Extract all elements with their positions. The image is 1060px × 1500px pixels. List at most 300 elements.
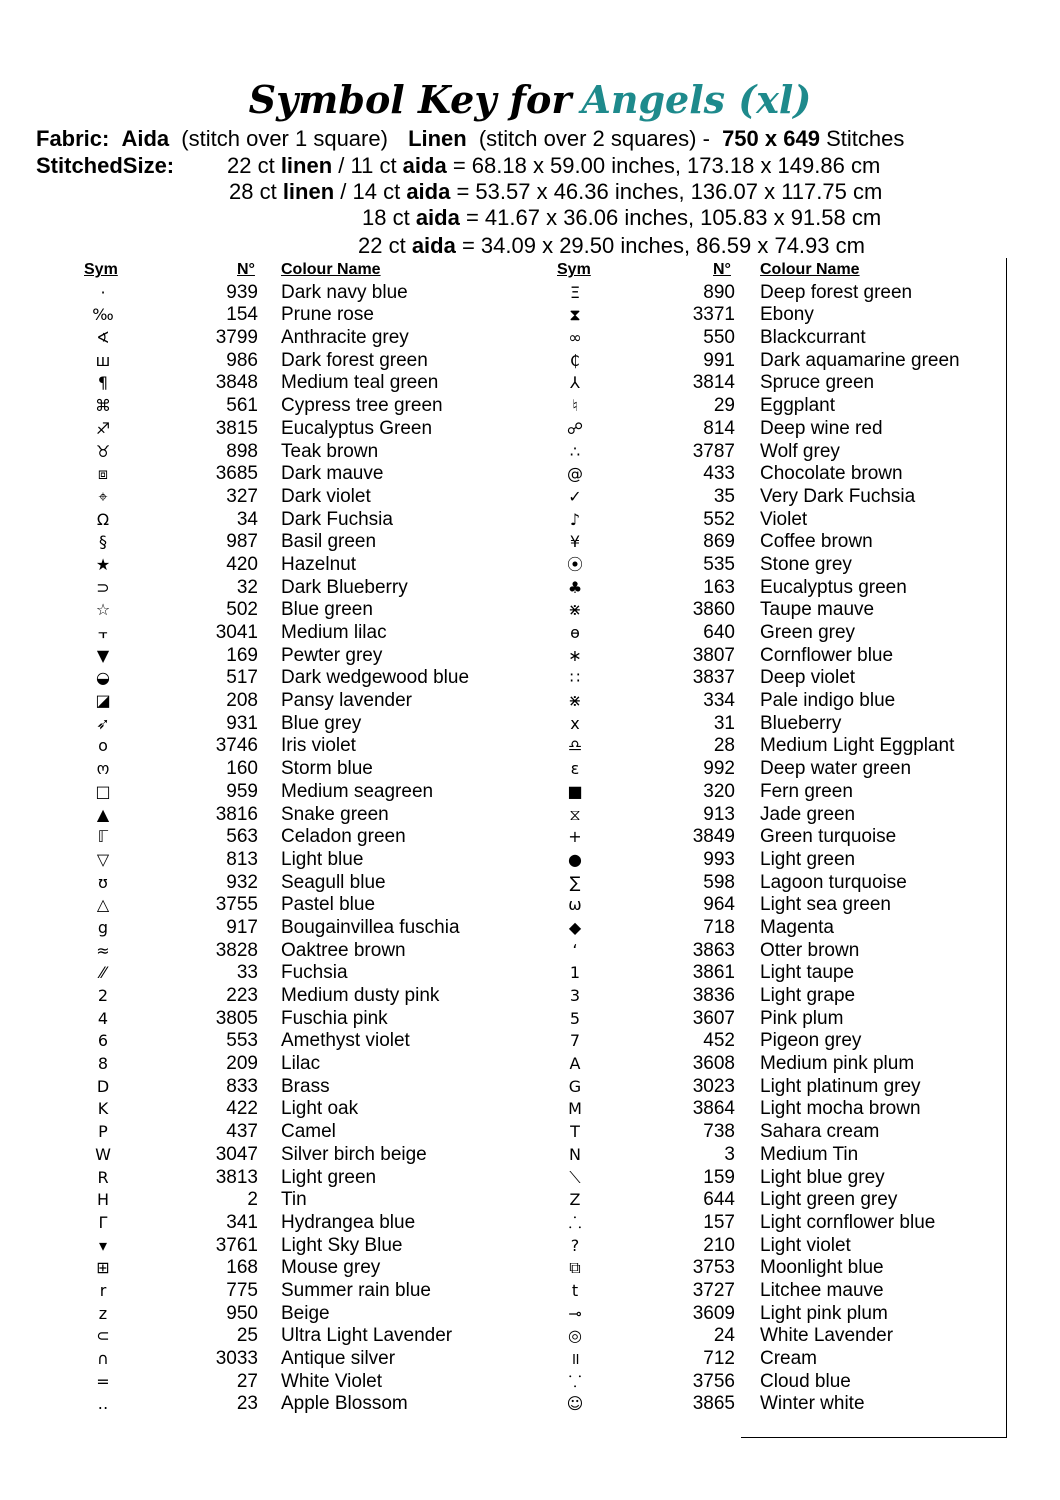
colour-number: 718 bbox=[703, 916, 735, 938]
table-row bbox=[555, 486, 995, 509]
table-row bbox=[80, 940, 500, 963]
colour-name: Light violet bbox=[760, 1234, 851, 1256]
colour-name: Dark Blueberry bbox=[281, 576, 408, 598]
colour-name: Summer rain blue bbox=[281, 1279, 431, 1301]
colour-name: Wolf grey bbox=[760, 440, 840, 462]
colour-number: 3799 bbox=[215, 327, 258, 349]
symbol-glyph: ♣ bbox=[567, 577, 583, 597]
symbol-glyph: K bbox=[97, 1099, 109, 1119]
symbol-glyph: ✓ bbox=[568, 486, 582, 506]
table-row bbox=[80, 350, 500, 373]
colour-number: 28 bbox=[713, 735, 735, 757]
colour-name: Dark Fuchsia bbox=[281, 508, 393, 530]
symbol-glyph: g bbox=[97, 917, 109, 937]
table-row bbox=[555, 826, 995, 849]
table-row bbox=[555, 735, 995, 758]
colour-number: 550 bbox=[703, 327, 735, 349]
colour-name: Blueberry bbox=[760, 712, 842, 734]
colour-number: 169 bbox=[226, 644, 258, 666]
symbol-glyph: ◆ bbox=[568, 917, 582, 937]
table-row bbox=[80, 917, 500, 940]
colour-number: 3041 bbox=[215, 622, 258, 643]
symbol-glyph: □ bbox=[95, 781, 111, 801]
colour-number: 160 bbox=[226, 758, 258, 780]
table-row bbox=[80, 667, 500, 690]
colour-number: 320 bbox=[703, 780, 735, 802]
colour-name: Cream bbox=[760, 1348, 818, 1369]
colour-name: Winter white bbox=[760, 1393, 865, 1415]
colour-name: Otter brown bbox=[760, 939, 860, 961]
symbol-glyph: ⅄ bbox=[570, 373, 580, 393]
colour-number: 3761 bbox=[215, 1234, 258, 1256]
colour-number: 833 bbox=[226, 1075, 258, 1097]
colour-name: Chocolate brown bbox=[760, 463, 903, 485]
symbol-glyph: ო bbox=[96, 759, 110, 779]
colour-name: Ebony bbox=[760, 304, 814, 326]
colour-number: 208 bbox=[226, 690, 258, 712]
colour-number: 3371 bbox=[692, 304, 735, 326]
symbol-glyph: ⸪ bbox=[568, 1371, 582, 1391]
colour-number: 917 bbox=[226, 916, 258, 938]
symbol-glyph: ॥ bbox=[570, 1349, 580, 1368]
stitched-size-line: 18 ct aida = 41.67 x 36.06 inches, 105.83 x 91.58 cm bbox=[362, 205, 882, 230]
symbol-glyph: 4 bbox=[97, 1008, 109, 1028]
colour-name: Light blue bbox=[281, 848, 364, 870]
symbol-glyph: ☍ bbox=[566, 418, 584, 438]
stitch-count-suffix: Stitches bbox=[826, 126, 905, 151]
table-row bbox=[555, 1008, 995, 1031]
colour-number: 3807 bbox=[692, 644, 735, 666]
symbol-glyph: ≈ bbox=[96, 940, 110, 960]
table-row bbox=[80, 395, 500, 418]
colour-number: 334 bbox=[703, 690, 735, 712]
table-row bbox=[80, 1257, 500, 1280]
colour-number: 987 bbox=[226, 531, 258, 553]
colour-name: Apple Blossom bbox=[281, 1393, 408, 1415]
colour-number: 3828 bbox=[215, 939, 258, 961]
table-row bbox=[80, 962, 500, 985]
symbol-glyph: x bbox=[570, 713, 580, 733]
colour-number: 452 bbox=[703, 1030, 735, 1052]
table-row bbox=[555, 1053, 995, 1076]
table-row bbox=[80, 690, 500, 713]
symbol-glyph: ⫟ bbox=[98, 623, 108, 642]
colour-number: 640 bbox=[703, 622, 735, 643]
table-row bbox=[555, 962, 995, 985]
colour-name: Light platinum grey bbox=[760, 1075, 921, 1097]
colour-number: 3816 bbox=[215, 803, 258, 825]
colour-name: Blue green bbox=[281, 599, 373, 621]
colour-number: 991 bbox=[703, 349, 735, 371]
symbol-glyph: ʊ bbox=[98, 872, 108, 892]
header-sym: Sym bbox=[84, 261, 118, 278]
header-number: N° bbox=[713, 261, 731, 278]
colour-number: 3814 bbox=[692, 372, 735, 394]
table-row bbox=[555, 282, 995, 305]
colour-number: 327 bbox=[226, 485, 258, 507]
table-row bbox=[80, 1325, 500, 1348]
symbol-glyph: 7 bbox=[569, 1031, 581, 1051]
symbol-glyph: ⦿ bbox=[566, 554, 583, 574]
table-row bbox=[80, 894, 500, 917]
colour-number: 3753 bbox=[692, 1257, 735, 1279]
colour-number: 939 bbox=[226, 281, 258, 303]
colour-name: Pigeon grey bbox=[760, 1030, 862, 1052]
symbol-glyph: ⌖ bbox=[98, 486, 108, 506]
colour-number: 3608 bbox=[692, 1053, 735, 1075]
table-row bbox=[555, 758, 995, 781]
colour-number: 3033 bbox=[215, 1348, 258, 1369]
border-line-vertical bbox=[1006, 258, 1007, 1438]
colour-name: Beige bbox=[281, 1302, 330, 1324]
symbol-glyph: W bbox=[95, 1144, 111, 1164]
colour-name: Light sea green bbox=[760, 894, 891, 916]
colour-number: 33 bbox=[236, 962, 258, 984]
table-row bbox=[555, 667, 995, 690]
table-row bbox=[555, 509, 995, 532]
colour-number: 3 bbox=[724, 1143, 735, 1165]
colour-name: Light green grey bbox=[760, 1189, 898, 1211]
table-row bbox=[80, 1098, 500, 1121]
table-row bbox=[555, 690, 995, 713]
symbol-glyph: ∷ bbox=[569, 668, 581, 688]
colour-number: 813 bbox=[226, 848, 258, 870]
colour-name: Lagoon turquoise bbox=[760, 871, 907, 893]
table-row bbox=[80, 758, 500, 781]
symbol-glyph: ⟍ bbox=[569, 1167, 581, 1187]
colour-number: 34 bbox=[236, 508, 258, 530]
symbol-glyph: · bbox=[100, 282, 106, 302]
colour-name: Dark aquamarine green bbox=[760, 349, 960, 371]
colour-name: Brass bbox=[281, 1075, 330, 1097]
colour-number: 341 bbox=[226, 1211, 258, 1233]
table-row bbox=[80, 1076, 500, 1099]
colour-number: 950 bbox=[226, 1302, 258, 1324]
colour-number: 959 bbox=[226, 780, 258, 802]
colour-name: Cornflower blue bbox=[760, 644, 894, 666]
symbol-glyph: P bbox=[98, 1122, 108, 1142]
table-row bbox=[555, 327, 995, 350]
colour-name: Medium Light Eggplant bbox=[760, 735, 955, 757]
colour-name: Light grape bbox=[760, 985, 856, 1006]
symbol-glyph: ◪ bbox=[95, 691, 111, 711]
symbol-glyph: ♎ bbox=[567, 736, 583, 756]
colour-name: Pansy lavender bbox=[281, 690, 412, 712]
colour-number: 27 bbox=[236, 1370, 258, 1392]
colour-name: Light mocha brown bbox=[760, 1098, 921, 1120]
colour-name: Mouse grey bbox=[281, 1257, 381, 1279]
symbol-glyph: ∩ bbox=[97, 1349, 109, 1368]
symbol-glyph: 2 bbox=[97, 986, 109, 1005]
header-colour-name: Colour Name bbox=[281, 261, 381, 278]
symbol-glyph: + bbox=[568, 827, 582, 847]
table-row bbox=[80, 1030, 500, 1053]
symbol-glyph: r bbox=[99, 1280, 107, 1300]
symbol-glyph: = bbox=[96, 1371, 110, 1391]
colour-number: 163 bbox=[703, 576, 735, 598]
table-row bbox=[80, 1189, 500, 1212]
colour-name: Medium teal green bbox=[281, 372, 439, 394]
symbol-glyph: ■ bbox=[567, 781, 583, 801]
colour-number: 3607 bbox=[692, 1007, 735, 1029]
symbol-glyph: ⸫ bbox=[568, 1212, 582, 1232]
table-row bbox=[555, 577, 995, 600]
table-row bbox=[80, 622, 500, 645]
table-row bbox=[555, 372, 995, 395]
symbol-glyph: M bbox=[568, 1099, 582, 1119]
colour-number: 932 bbox=[226, 871, 258, 893]
colour-number: 3755 bbox=[215, 894, 258, 916]
colour-name: Dark mauve bbox=[281, 463, 384, 485]
stitched-size-label: StitchedSize: bbox=[36, 153, 175, 178]
colour-name: Green turquoise bbox=[760, 826, 897, 848]
symbol-glyph: ▽ bbox=[96, 849, 110, 869]
header-number: N° bbox=[237, 261, 255, 278]
symbol-glyph: ‰ bbox=[92, 305, 114, 325]
colour-number: 553 bbox=[226, 1030, 258, 1052]
table-row bbox=[555, 463, 995, 486]
table-row bbox=[555, 894, 995, 917]
symbol-glyph: ♮ bbox=[572, 396, 578, 416]
table-row bbox=[80, 1167, 500, 1190]
symbol-glyph: ¥ bbox=[569, 532, 581, 552]
table-row bbox=[555, 1257, 995, 1280]
symbol-glyph: t bbox=[571, 1280, 579, 1300]
colour-number: 2 bbox=[247, 1189, 258, 1211]
colour-name: Light taupe bbox=[760, 962, 855, 984]
colour-number: 223 bbox=[226, 985, 258, 1006]
table-row bbox=[555, 304, 995, 327]
colour-name: Camel bbox=[281, 1121, 336, 1143]
table-row bbox=[80, 804, 500, 827]
colour-number: 3865 bbox=[692, 1393, 735, 1415]
colour-name: Oaktree brown bbox=[281, 939, 406, 961]
colour-name: Cloud blue bbox=[760, 1370, 851, 1392]
colour-number: 3756 bbox=[692, 1370, 735, 1392]
symbol-glyph: ? bbox=[570, 1235, 580, 1255]
colour-number: 25 bbox=[236, 1325, 258, 1347]
stitched-size-line: 22 ct linen / 11 ct aida = 68.18 x 59.00 inches, 173.18 x 149.86 cm bbox=[227, 153, 881, 178]
colour-number: 992 bbox=[703, 758, 735, 780]
colour-number: 3864 bbox=[692, 1098, 735, 1120]
table-row bbox=[555, 1189, 995, 1212]
colour-number: 209 bbox=[226, 1053, 258, 1075]
table-row bbox=[80, 463, 500, 486]
symbol-glyph: A bbox=[569, 1054, 581, 1074]
colour-number: 3837 bbox=[692, 667, 735, 689]
title-prefix: Symbol Key for bbox=[248, 77, 572, 122]
table-row bbox=[80, 1053, 500, 1076]
title-pattern-name: Angels (xl) bbox=[581, 77, 812, 122]
colour-number: 3023 bbox=[692, 1075, 735, 1097]
colour-number: 3746 bbox=[215, 735, 258, 757]
table-row bbox=[555, 1098, 995, 1121]
symbol-glyph: 6 bbox=[97, 1031, 109, 1051]
symbol-glyph: Γ bbox=[98, 1212, 108, 1232]
table-row bbox=[555, 441, 995, 464]
colour-name: Litchee mauve bbox=[760, 1279, 884, 1301]
colour-number: 35 bbox=[713, 485, 735, 507]
colour-number: 3685 bbox=[215, 463, 258, 485]
colour-number: 3836 bbox=[692, 985, 735, 1006]
symbol-glyph: ⌘ bbox=[95, 396, 111, 416]
symbol-glyph: Ω bbox=[96, 509, 110, 529]
colour-name: Stone grey bbox=[760, 553, 852, 575]
colour-name: Violet bbox=[760, 508, 808, 530]
symbol-glyph: △ bbox=[96, 895, 110, 915]
table-row bbox=[80, 327, 500, 350]
colour-name: Bougainvillea fuschia bbox=[281, 916, 460, 938]
colour-number: 3787 bbox=[692, 440, 735, 462]
colour-name: Light Sky Blue bbox=[281, 1234, 403, 1256]
colour-name: Sahara cream bbox=[760, 1121, 880, 1143]
border-line-horizontal bbox=[741, 1437, 1007, 1438]
colour-name: Coffee brown bbox=[760, 531, 873, 553]
colour-name: Cypress tree green bbox=[281, 395, 443, 417]
symbol-glyph: ♉ bbox=[95, 441, 111, 461]
table-row bbox=[80, 531, 500, 554]
symbol-glyph: ʻ bbox=[572, 940, 578, 960]
colour-name: Jade green bbox=[760, 803, 856, 825]
colour-name: Fuschia pink bbox=[281, 1007, 388, 1029]
symbol-glyph: ⧗ bbox=[569, 305, 581, 325]
table-row bbox=[555, 985, 995, 1008]
colour-name: Deep forest green bbox=[760, 281, 913, 303]
colour-name: Light green bbox=[760, 848, 856, 870]
symbol-glyph: 5 bbox=[569, 1008, 581, 1028]
symbol-glyph: § bbox=[99, 532, 107, 552]
colour-number: 712 bbox=[703, 1348, 735, 1369]
table-row bbox=[80, 1348, 500, 1371]
colour-number: 964 bbox=[703, 894, 735, 916]
symbol-glyph: G bbox=[568, 1076, 582, 1096]
colour-number: 210 bbox=[703, 1234, 735, 1256]
colour-number: 3860 bbox=[692, 599, 735, 621]
symbol-glyph: ♐ bbox=[95, 418, 111, 438]
colour-name: Dark wedgewood blue bbox=[281, 667, 470, 689]
symbol-glyph: ɵ bbox=[570, 623, 580, 642]
table-row bbox=[80, 1144, 500, 1167]
symbol-glyph: D bbox=[96, 1076, 110, 1096]
colour-number: 3805 bbox=[215, 1007, 258, 1029]
symbol-glyph: ☺ bbox=[566, 1394, 584, 1414]
table-row bbox=[80, 1303, 500, 1326]
table-row bbox=[555, 1144, 995, 1167]
table-row bbox=[80, 985, 500, 1008]
colour-name: Dark forest green bbox=[281, 349, 428, 371]
colour-name: Lilac bbox=[281, 1053, 321, 1075]
colour-name: Taupe mauve bbox=[760, 599, 875, 621]
colour-name: Seagull blue bbox=[281, 871, 386, 893]
table-row bbox=[555, 940, 995, 963]
table-row bbox=[555, 781, 995, 804]
colour-number: 154 bbox=[226, 304, 258, 326]
symbol-glyph: ⊃ bbox=[96, 577, 110, 597]
colour-name: Medium pink plum bbox=[760, 1053, 915, 1075]
colour-number: 3727 bbox=[692, 1279, 735, 1301]
colour-name: Light blue grey bbox=[760, 1166, 885, 1188]
symbol-glyph: Z bbox=[569, 1190, 581, 1210]
table-header bbox=[80, 259, 500, 282]
table-row bbox=[80, 554, 500, 577]
colour-number: 24 bbox=[713, 1325, 735, 1347]
colour-number: 3813 bbox=[215, 1166, 258, 1188]
page-title bbox=[0, 72, 1060, 128]
symbol-glyph: ⧈ bbox=[97, 464, 109, 484]
table-row bbox=[80, 645, 500, 668]
colour-number: 993 bbox=[703, 848, 735, 870]
table-header bbox=[555, 259, 995, 282]
table-row bbox=[555, 1325, 995, 1348]
colour-name: Basil green bbox=[281, 531, 377, 553]
table-row bbox=[80, 1371, 500, 1394]
colour-number: 898 bbox=[226, 440, 258, 462]
colour-number: 644 bbox=[703, 1189, 735, 1211]
colour-name: Antique silver bbox=[281, 1348, 396, 1369]
symbol-glyph: ∴ bbox=[569, 441, 581, 461]
aida-label: Aida bbox=[121, 126, 170, 151]
colour-number: 738 bbox=[703, 1121, 735, 1143]
table-row bbox=[80, 509, 500, 532]
stitched-size-line: 28 ct linen / 14 ct aida = 53.57 x 46.36 inches, 136.07 x 117.75 cm bbox=[229, 179, 883, 204]
colour-number: 3861 bbox=[692, 962, 735, 984]
symbol-glyph: z bbox=[98, 1303, 108, 1323]
colour-name: Eucalyptus green bbox=[760, 576, 907, 598]
colour-number: 168 bbox=[226, 1257, 258, 1279]
colour-number: 157 bbox=[703, 1211, 735, 1233]
table-row bbox=[80, 713, 500, 736]
colour-name: Dark violet bbox=[281, 485, 371, 507]
colour-name: Teak brown bbox=[281, 440, 379, 462]
table-row bbox=[555, 1212, 995, 1235]
colour-name: Medium seagreen bbox=[281, 780, 434, 802]
table-row bbox=[80, 781, 500, 804]
colour-name: Light cornflower blue bbox=[760, 1211, 936, 1233]
table-row bbox=[555, 395, 995, 418]
colour-number: 869 bbox=[703, 531, 735, 553]
table-row bbox=[80, 1212, 500, 1235]
symbol-glyph: ◎ bbox=[568, 1326, 582, 1346]
colour-name: Deep violet bbox=[760, 667, 856, 689]
fabric-line bbox=[36, 126, 904, 152]
table-row bbox=[80, 735, 500, 758]
colour-number: 535 bbox=[703, 553, 735, 575]
colour-name: White Violet bbox=[281, 1370, 383, 1392]
colour-number: 3815 bbox=[215, 417, 258, 439]
colour-name: Pastel blue bbox=[281, 894, 376, 916]
colour-name: White Lavender bbox=[760, 1325, 894, 1347]
colour-number: 775 bbox=[226, 1279, 258, 1301]
table-row bbox=[555, 1371, 995, 1394]
colour-name: Fuchsia bbox=[281, 962, 348, 984]
colour-name: Moonlight blue bbox=[760, 1257, 884, 1279]
symbol-glyph: ▼ bbox=[96, 645, 110, 665]
colour-number: 23 bbox=[236, 1393, 258, 1415]
table-row bbox=[555, 872, 995, 895]
symbol-glyph: ⧖ bbox=[569, 804, 581, 824]
colour-name: Light pink plum bbox=[760, 1302, 888, 1324]
table-row bbox=[80, 849, 500, 872]
table-row bbox=[80, 577, 500, 600]
colour-number: 913 bbox=[703, 803, 735, 825]
symbol-glyph: ▾ bbox=[98, 1235, 108, 1255]
colour-name: Pink plum bbox=[760, 1007, 844, 1029]
symbol-glyph: ⧉ bbox=[569, 1258, 581, 1278]
colour-name: Spruce green bbox=[760, 372, 875, 394]
colour-name: Light oak bbox=[281, 1098, 359, 1120]
symbol-glyph: ★ bbox=[95, 554, 111, 574]
table-row bbox=[80, 304, 500, 327]
